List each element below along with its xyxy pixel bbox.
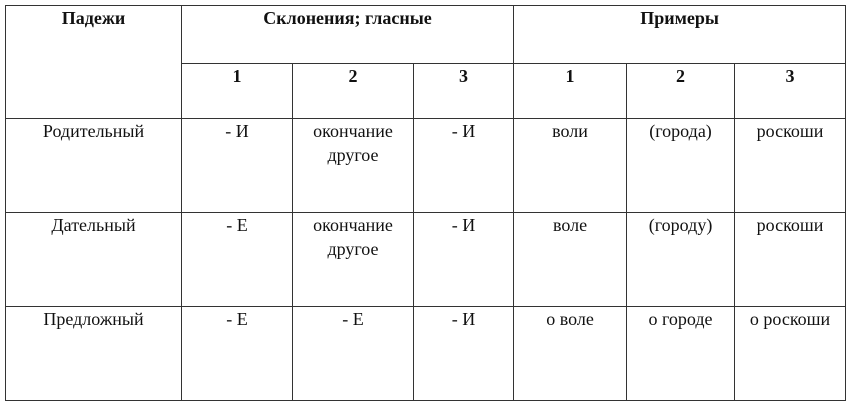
- header-declensions: Склонения; гласные: [182, 6, 514, 64]
- ending-cell: - И: [182, 119, 293, 213]
- example-number-3: 3: [735, 64, 846, 119]
- ending-cell: - И: [414, 119, 514, 213]
- case-name-prepositional: Предложный: [6, 307, 182, 401]
- ending-cell: - Е: [293, 307, 414, 401]
- example-cell: (городу): [627, 213, 735, 307]
- example-cell: о роскоши: [735, 307, 846, 401]
- header-examples: Примеры: [514, 6, 846, 64]
- ending-cell: окончание другое: [293, 213, 414, 307]
- ending-cell: - И: [414, 213, 514, 307]
- example-cell: о воле: [514, 307, 627, 401]
- example-cell: (города): [627, 119, 735, 213]
- table-row: [6, 307, 846, 401]
- case-name-genitive: Родительный: [6, 119, 182, 213]
- ending-cell: окончание другое: [293, 119, 414, 213]
- table-row: [6, 213, 846, 307]
- table-row: [6, 119, 846, 213]
- declension-number-1: 1: [182, 64, 293, 119]
- example-cell: роскоши: [735, 213, 846, 307]
- declension-number-2: 2: [293, 64, 414, 119]
- ending-cell: - Е: [182, 213, 293, 307]
- case-name-dative: Дательный: [6, 213, 182, 307]
- ending-cell: - И: [414, 307, 514, 401]
- example-cell: воли: [514, 119, 627, 213]
- example-number-2: 2: [627, 64, 735, 119]
- example-cell: о городе: [627, 307, 735, 401]
- example-number-1: 1: [514, 64, 627, 119]
- example-cell: роскоши: [735, 119, 846, 213]
- declension-table: [5, 5, 846, 401]
- declension-number-3: 3: [414, 64, 514, 119]
- header-row-main: [6, 6, 846, 64]
- header-cases: Падежи: [6, 6, 182, 119]
- example-cell: воле: [514, 213, 627, 307]
- ending-cell: - Е: [182, 307, 293, 401]
